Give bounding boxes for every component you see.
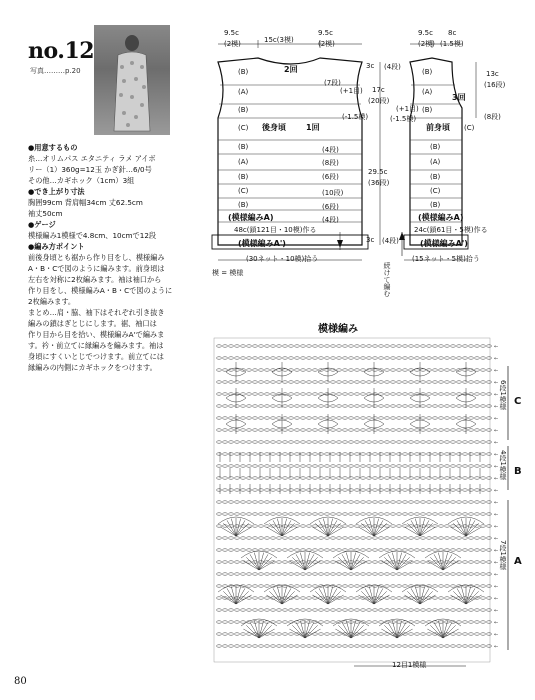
back-body-name: 後身頃 xyxy=(262,123,286,132)
dim-label: 9.5c xyxy=(418,29,433,37)
neck-shaping-label: (8段) xyxy=(484,113,501,121)
side-label: (8段) xyxy=(322,159,339,167)
text-line: 作り目から目を拾い、模様編みA'で編みま xyxy=(28,330,165,339)
height-label: 3c xyxy=(366,62,375,70)
row-label: (C) xyxy=(238,124,249,132)
dim-label: (2模) xyxy=(318,40,335,48)
svg-text:←: ← xyxy=(494,512,499,518)
svg-text:←: ← xyxy=(494,584,499,590)
svg-text:←: ← xyxy=(494,392,499,398)
row-label: (B) xyxy=(238,143,249,151)
svg-text:←: ← xyxy=(494,344,499,350)
row-label: (B) xyxy=(238,201,249,209)
row-label: (A) xyxy=(430,158,441,166)
row-label: (B) xyxy=(422,68,433,76)
section-heading: ●編み方ポイント xyxy=(28,242,85,251)
section-c-repeat: 6段1模様 xyxy=(499,380,507,410)
text-line: 左右を対称に2枚編みます。袖は袖口から xyxy=(28,275,162,284)
stitch-chart-frame xyxy=(214,338,490,662)
svg-text:←: ← xyxy=(494,464,499,470)
text-line: まとめ…肩・脇、袖下はそれぞれ引き抜き xyxy=(28,308,165,317)
front-body-piece: 3回 xyxy=(452,93,466,102)
row-label: (C) xyxy=(238,187,249,195)
svg-text:←: ← xyxy=(494,428,499,434)
width-label: 48c(鎖121目・10模)作る xyxy=(234,226,317,234)
armhole-label: (-1.5模) xyxy=(390,115,417,123)
height-label: (36段) xyxy=(368,179,390,187)
svg-text:←: ← xyxy=(494,368,499,374)
text-line: 2枚編みます。 xyxy=(28,297,76,306)
armhole-label: (+1目) xyxy=(340,87,363,95)
text-line: 袖丈50cm xyxy=(28,209,63,218)
dim-label: 9.5c xyxy=(318,29,333,37)
row-label: (B) xyxy=(430,201,441,209)
svg-text:←: ← xyxy=(494,596,499,602)
chart-title: 模様編み xyxy=(318,324,358,335)
section-heading: ●用意するもの xyxy=(28,143,78,152)
svg-text:←: ← xyxy=(494,572,499,578)
front-body-name: 前身頃 xyxy=(426,123,450,132)
armhole-label: (7段) xyxy=(324,79,341,87)
armhole-label: (+1目) xyxy=(396,105,419,113)
dim-label: (2模) xyxy=(418,40,435,48)
pattern-title: no.12 xyxy=(28,38,95,64)
svg-text:←: ← xyxy=(494,548,499,554)
dim-label: 8c xyxy=(448,29,457,37)
hem-label: (模様編みA) xyxy=(228,213,274,222)
row-label: (B) xyxy=(422,106,433,114)
svg-text:←: ← xyxy=(494,488,499,494)
text-line: その他…カギホック（1cm）3組 xyxy=(28,176,135,185)
hem-label: (模様編みA') xyxy=(238,239,286,248)
section-a-label: A xyxy=(514,556,522,567)
svg-text:←: ← xyxy=(494,644,499,650)
dim-label: (1.5模) xyxy=(440,40,464,48)
neck-height-label: (16段) xyxy=(484,81,506,89)
svg-text:←: ← xyxy=(494,608,499,614)
neck-height-label: 13c xyxy=(486,70,499,78)
text-line: 前後身頃とも裾から作り目をし、模様編み xyxy=(28,253,165,262)
height-label: 3c xyxy=(366,236,375,244)
svg-text:←: ← xyxy=(494,536,499,542)
side-label: (10段) xyxy=(322,189,344,197)
svg-text:←: ← xyxy=(494,356,499,362)
svg-text:←: ← xyxy=(494,500,499,506)
hem-label: (模様編みA) xyxy=(418,213,464,222)
text-line: A・B・Cで図のように編みます。前身頃は xyxy=(28,264,165,273)
dim-label: 15c(3模) xyxy=(264,36,294,44)
section-b-repeat: 4段1模様 xyxy=(499,450,507,480)
side-label: (6段) xyxy=(322,203,339,211)
row-label: (A) xyxy=(238,158,249,166)
svg-text:←: ← xyxy=(494,632,499,638)
side-label: (4段) xyxy=(322,146,339,154)
row-label: (B) xyxy=(430,143,441,151)
row-label: (C) xyxy=(464,124,475,132)
page-number: 80 xyxy=(14,676,27,687)
text-line: 縁編みの内側にカギホックをつけます。 xyxy=(28,363,157,372)
svg-text:←: ← xyxy=(494,416,499,422)
section-c-label: C xyxy=(514,396,522,407)
photo-reference: 写真………p.20 xyxy=(30,67,81,75)
pickup-label: (30ネット・10模)拾う xyxy=(246,255,319,263)
text-line: 糸…オリムパス エタニティ ラメ アイボ xyxy=(28,154,156,163)
row-label: (C) xyxy=(430,187,441,195)
height-label: (20段) xyxy=(368,97,390,105)
svg-text:←: ← xyxy=(494,440,499,446)
svg-text:←: ← xyxy=(494,380,499,386)
pickup-label: (15ネット・5模)拾う xyxy=(412,255,480,263)
hem-label: (模様編みA') xyxy=(420,239,468,248)
join-label: 続けて編む xyxy=(383,262,391,297)
neck-piece-label: 2回 xyxy=(284,65,298,74)
row-label: (B) xyxy=(238,106,249,114)
row-label: (B) xyxy=(238,68,249,76)
row-label: (A) xyxy=(238,88,249,96)
svg-text:←: ← xyxy=(494,524,499,530)
height-label: 29.5c xyxy=(368,168,388,176)
text-line: 胸囲99cm 背肩幅34cm 丈62.5cm xyxy=(28,198,143,207)
text-line: 編みの鎖はぎとじにします。裾、袖口は xyxy=(28,319,157,328)
text-line: す。衿・前立てに縁編みを編みます。袖は xyxy=(28,341,164,350)
side-label: (6段) xyxy=(322,173,339,181)
back-body-piece: 1回 xyxy=(306,123,320,132)
svg-text:←: ← xyxy=(494,452,499,458)
text-line: 模様編み1模様で4.8cm、10cmで12段 xyxy=(28,231,157,240)
dim-label: 9.5c xyxy=(224,29,239,37)
side-label: (4段) xyxy=(322,216,339,224)
section-a-repeat: 7段1模様 xyxy=(499,540,507,570)
text-line: 作り目をし、模様編みA・B・Cで図のように xyxy=(28,286,173,295)
row-label: (B) xyxy=(430,173,441,181)
height-label: (4段) xyxy=(384,63,401,71)
height-label: 17c xyxy=(372,86,385,94)
armhole-label: (-1.5模) xyxy=(342,113,369,121)
svg-text:←: ← xyxy=(494,560,499,566)
row-label: (B) xyxy=(238,173,249,181)
svg-text:←: ← xyxy=(494,620,499,626)
text-line: 身頃にすくいとじでつけます。前立てには xyxy=(28,352,164,361)
text-line: リー（1）360g=12玉 かぎ針…6/0号 xyxy=(28,165,152,174)
height-label: (4段) xyxy=(382,237,399,245)
row-label: (A) xyxy=(422,88,433,96)
svg-text:←: ← xyxy=(494,476,499,482)
stitch-repeat-label: 12目1模様 xyxy=(392,661,427,669)
section-heading: ●でき上がり寸法 xyxy=(28,187,85,196)
legend: 模 = 模様 xyxy=(212,269,244,277)
dim-label: (2模) xyxy=(224,40,241,48)
section-b-label: B xyxy=(514,466,522,477)
svg-text:←: ← xyxy=(494,404,499,410)
width-label: 24c(鎖61目・5模)作る xyxy=(414,226,488,234)
section-heading: ●ゲージ xyxy=(28,220,56,229)
